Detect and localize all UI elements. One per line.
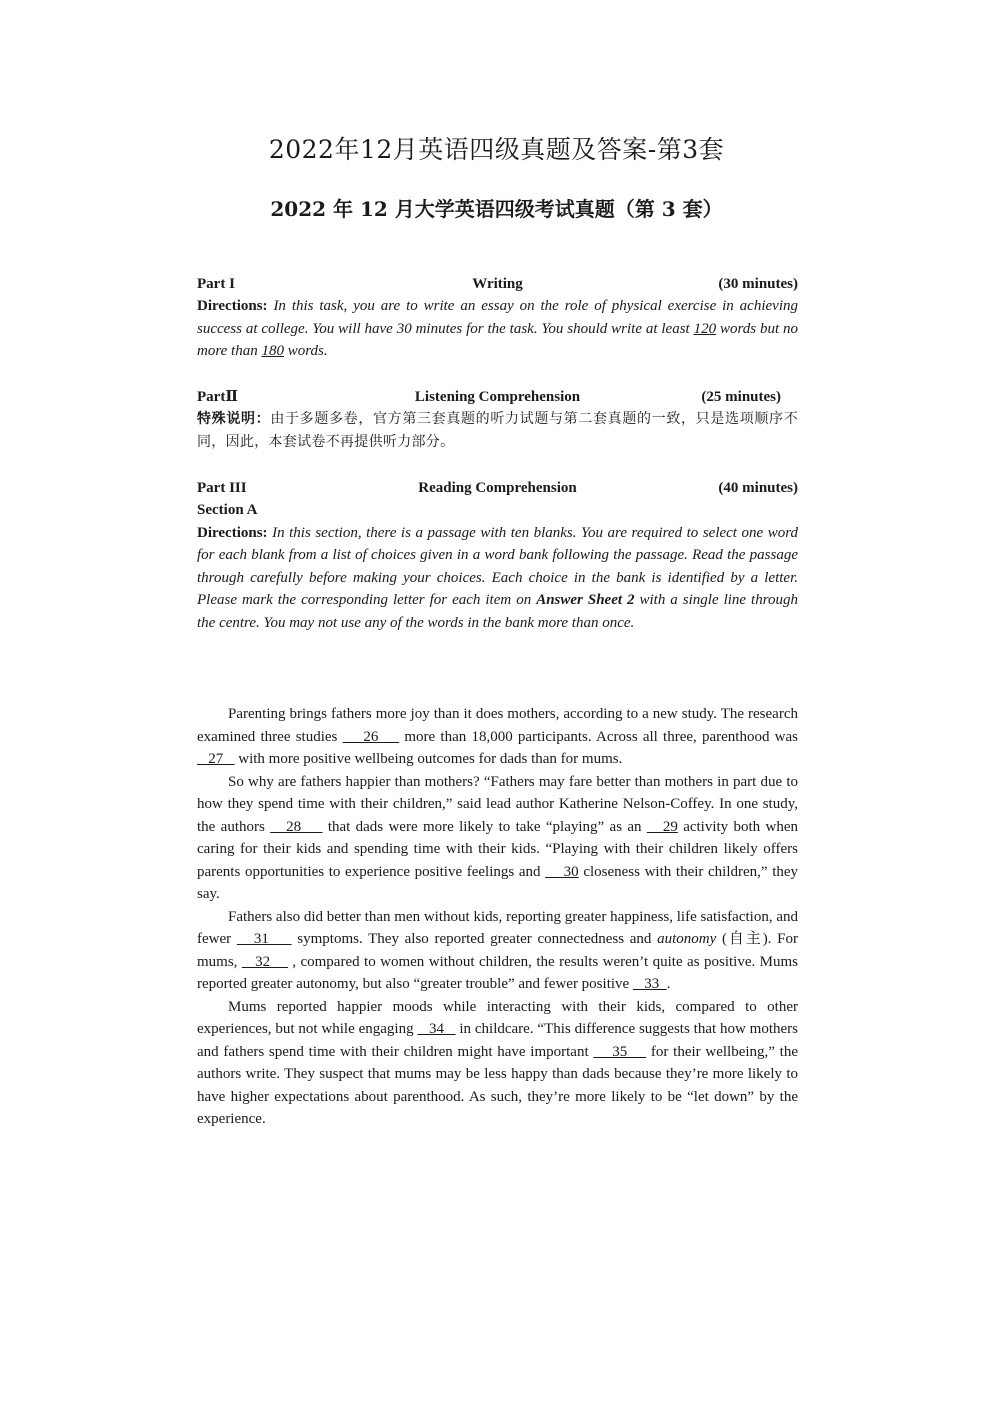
blank-26: 26 bbox=[342, 728, 400, 745]
part3-time: (40 minutes) bbox=[718, 480, 798, 496]
directions-label: Directions: bbox=[197, 524, 268, 541]
blank-31: 31 bbox=[236, 931, 292, 947]
passage-paragraph-1: Parenting brings fathers more joy than it does mothers, according to a new study. The research examined three studies 26 more than 18,000 participants. Across all three, parenthood was 27 with more positive wellbeing outcomes for dads than for mums. bbox=[197, 706, 798, 767]
document-title: 2022年12月英语四级真题及答案-第3套 bbox=[268, 135, 725, 164]
part2-label: PartⅡ bbox=[197, 389, 238, 405]
part2-header bbox=[197, 386, 798, 408]
part1-name: Writing bbox=[472, 276, 523, 292]
part3-label: Part III bbox=[197, 480, 247, 496]
part2-name: Listening Comprehension bbox=[414, 389, 581, 405]
blank-28: 28 bbox=[270, 818, 323, 835]
part1-writing bbox=[197, 273, 798, 363]
part2-listening bbox=[197, 386, 798, 453]
blank-30: 30 bbox=[545, 863, 579, 880]
part3-reading bbox=[197, 477, 798, 634]
part3-name: Reading Comprehension bbox=[418, 480, 577, 496]
directions-label: Directions: bbox=[197, 298, 268, 314]
part1-label: Part I bbox=[197, 276, 235, 292]
part2-time: (25 minutes) bbox=[701, 389, 781, 405]
part2-note: 特殊说明：由于多题多卷，官方第三套真题的听力试题与第二套真题的一致，只是选项顺序不同，因此，本套试卷不再提供听力部分。 bbox=[197, 411, 798, 450]
blank-29: 29 bbox=[646, 818, 678, 835]
blank-32: 32 bbox=[241, 953, 288, 970]
min-words: 120 bbox=[693, 320, 717, 337]
answer-sheet-ref: Answer Sheet 2 bbox=[536, 592, 635, 608]
blank-35: 35 bbox=[593, 1043, 647, 1060]
note-label: 特殊说明： bbox=[197, 411, 271, 427]
blank-34: 34 bbox=[417, 1021, 456, 1037]
part3-header bbox=[197, 477, 798, 499]
max-words: 180 bbox=[261, 343, 284, 359]
exam-title: 2022 年 12 月大学英语四级考试真题（第 3 套） bbox=[270, 197, 723, 221]
autonomy-word: autonomy bbox=[657, 931, 717, 947]
part1-time: (30 minutes) bbox=[718, 276, 798, 292]
part1-header bbox=[197, 273, 798, 295]
blank-27: 27 bbox=[197, 751, 235, 767]
part1-directions: Directions: In this task, you are to write an essay on the role of physical exercise in achieving success at college. You will have 30 minutes for the task. You should write at least 120 words but no more than 180 words. bbox=[197, 298, 798, 359]
blank-33: 33 bbox=[632, 976, 667, 992]
section-a-label: Section A bbox=[197, 502, 258, 518]
passage-paragraph-2: So why are fathers happier than mothers? “Fathers may fare better than mothers in part due to how they spend time with their children,” said lead author Katherine Nelson-Coffey. In one study, the authors 28 that dads were more likely to take “playing” as an 29 activity both when caring for their kids and spending time with their kids. “Playing with their children likely offers parents opportunities to experience positive feelings and 30 closeness with their children,” they say. bbox=[197, 773, 799, 902]
part3-directions: Directions: In this section, there is a passage with ten blanks. You are required to select one word for each blank from a list of choices given in a word bank following the passage. Read the passage through carefully before making your choices. Each choice in the bank is identified by a letter. Please mark the corresponding letter for each item on Answer Sheet 2 with a single line through the centre. You may not use any of the words in the bank more than once. bbox=[197, 524, 798, 631]
passage-paragraph-3: Fathers also did better than men without kids, reporting greater happiness, life satisfaction, and fewer 31 symptoms. They also reported greater connectedness and autonomy (自主). For mums, 32 , compared to women without children, the results weren’t quite as positive. Mums reported greater autonomy, but also “greater trouble” and fewer positive 33 . bbox=[197, 908, 799, 992]
reading-passage bbox=[197, 703, 798, 1131]
passage-paragraph-4: Mums reported happier moods while interacting with their kids, compared to other experiences, but not while engaging 34 in childcare. “This difference suggests that how mothers and fathers spend time with their children might have important 35 for their wellbeing,” the authors write. They suspect that mums may be less happy than dads because they’re more likely to have higher expectations about parenthood. As such, they’re more likely to be “let down” by the experience. bbox=[197, 998, 798, 1127]
